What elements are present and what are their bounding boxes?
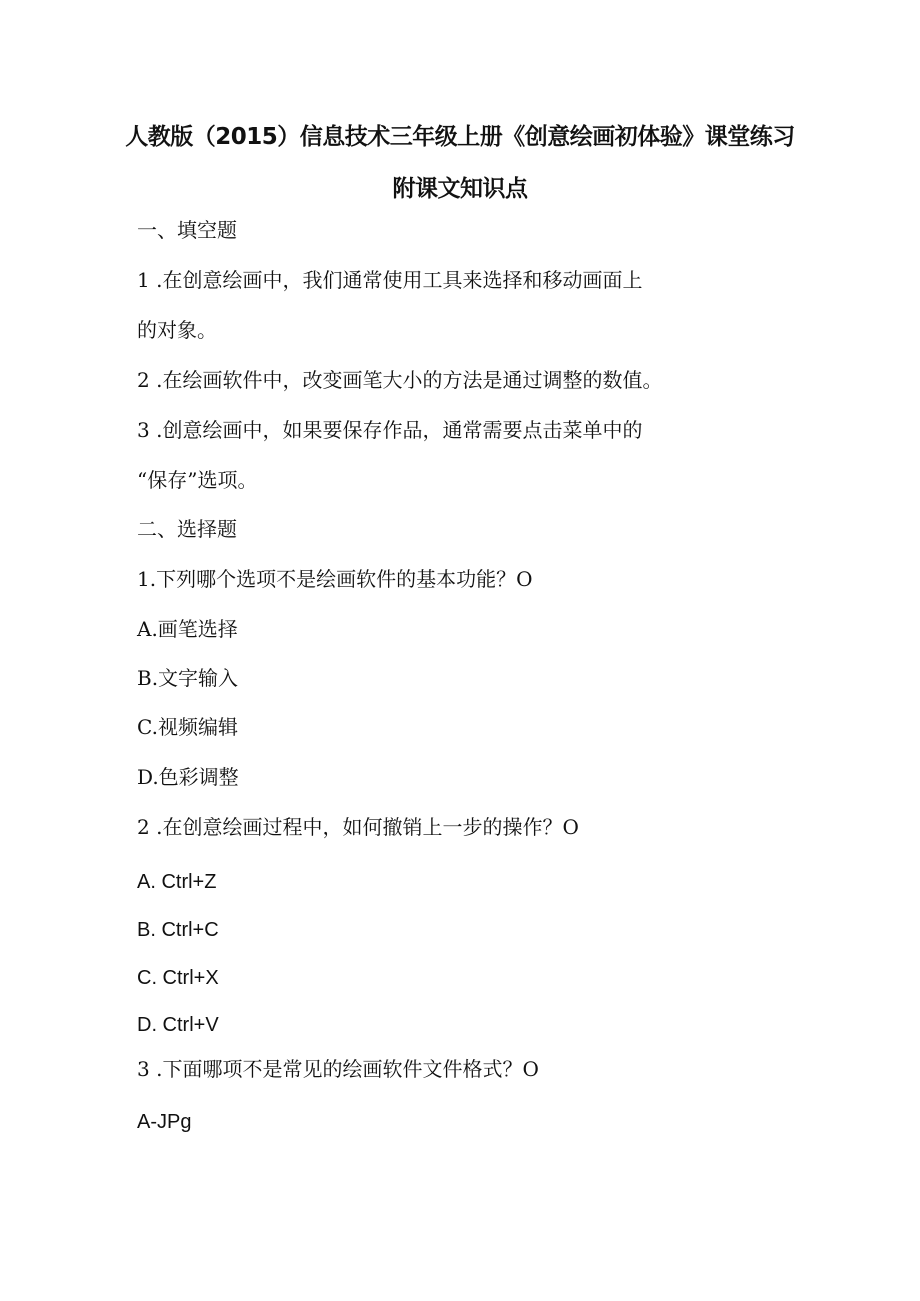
choice-question-3-option-a: A-JPg — [137, 1111, 192, 1133]
choice-question-1-option-b: B.文字输入 — [137, 666, 239, 690]
document-title-line2: 附课文知识点 — [392, 176, 528, 202]
choice-question-2-option-c: C. Ctrl+X — [137, 967, 219, 989]
choice-question-1-option-c: C.视频编辑 — [137, 715, 238, 739]
document-title-line1: 人教版（2015）信息技术三年级上册《创意绘画初体验》课堂练习 — [125, 124, 795, 150]
choice-question-2-option-b: B. Ctrl+C — [137, 919, 219, 941]
section-heading-choice: 二、选择题 — [137, 517, 237, 541]
fill-question-3-line2: “保存”选项。 — [137, 468, 258, 492]
fill-question-2: 2 .在绘画软件中，改变画笔大小的方法是通过调整的数值。 — [137, 368, 663, 392]
choice-question-2-option-d: D. Ctrl+V — [137, 1014, 219, 1036]
choice-question-3-stem: 3 .下面哪项不是常见的绘画软件文件格式？O — [137, 1057, 539, 1081]
choice-question-1-option-a: A.画笔选择 — [137, 617, 238, 641]
choice-question-1-option-d: D.色彩调整 — [137, 765, 239, 789]
fill-question-1-line2: 的对象。 — [137, 318, 217, 342]
fill-question-1-line1: 1 .在创意绘画中，我们通常使用工具来选择和移动画面上 — [137, 268, 643, 292]
choice-question-1-stem: 1.下列哪个选项不是绘画软件的基本功能？O — [137, 567, 533, 591]
choice-question-2-option-a: A. Ctrl+Z — [137, 871, 217, 893]
choice-question-2-stem: 2 .在创意绘画过程中，如何撤销上一步的操作？O — [137, 815, 579, 839]
fill-question-3-line1: 3 .创意绘画中，如果要保存作品，通常需要点击菜单中的 — [137, 418, 643, 442]
section-heading-fill-in: 一、填空题 — [137, 218, 237, 242]
